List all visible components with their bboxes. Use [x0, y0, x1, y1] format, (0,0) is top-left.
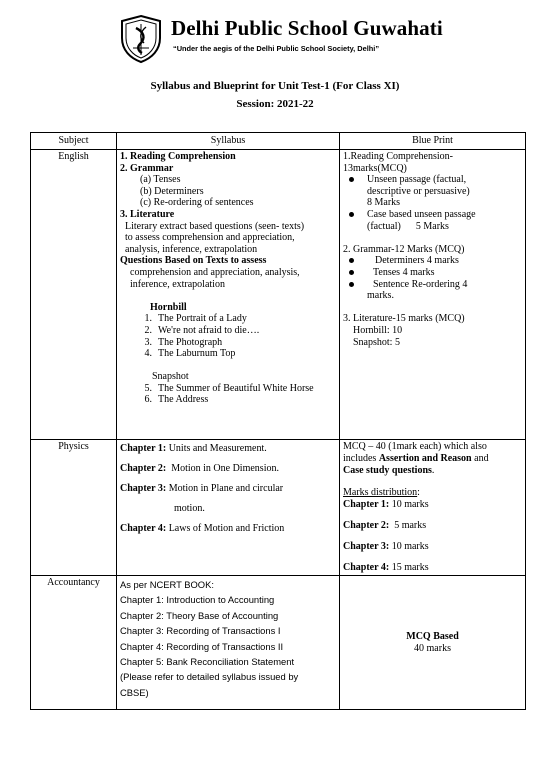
header-syllabus: Syllabus	[117, 133, 340, 150]
blueprint-line: Hornbill: 10	[353, 324, 403, 336]
document-title: Syllabus and Blueprint for Unit Test-1 (For Class XI)	[150, 80, 400, 92]
english-syllabus	[117, 150, 340, 440]
accountancy-blueprint	[340, 576, 526, 710]
subject-accountancy: Accountancy	[31, 576, 117, 710]
letterhead	[118, 14, 443, 66]
blueprint-line: 40 marks	[414, 642, 451, 654]
school-motto: “Under the aegis of the Delhi Public School Society, Delhi”	[173, 44, 380, 53]
physics-syllabus	[117, 440, 340, 576]
blueprint-line: includes Assertion and Reason and	[343, 453, 489, 464]
bullet-icon	[349, 258, 354, 263]
table-row-physics	[31, 440, 526, 576]
syllabus-line: Chapter 4: Laws of Motion and Friction	[120, 523, 285, 534]
syllabus-line: motion.	[174, 503, 205, 514]
header-subject: Subject	[31, 133, 117, 150]
table-row-accountancy	[31, 576, 526, 710]
bullet-icon	[349, 270, 354, 275]
bullet-item: Sentence Re-ordering 4 marks.	[343, 279, 522, 302]
header-blueprint: Blue Print	[340, 133, 526, 150]
school-logo-emblem-icon	[118, 14, 164, 64]
bullet-icon	[349, 282, 354, 287]
bullet-icon	[349, 177, 354, 182]
blueprint-line: 3. Literature-15 marks (MCQ)	[343, 313, 465, 325]
session-label: Session: 2021-22	[236, 98, 314, 110]
syllabus-line: Chapter 3: Motion in Plane and circular	[120, 483, 284, 494]
blueprint-line: 2. Grammar-12 Marks (MCQ)	[343, 243, 465, 255]
list-item: 1. The Portrait of a Lady	[144, 313, 247, 325]
list-item: 6. The Address	[144, 394, 209, 406]
syllabus-line: inference, extrapolation	[130, 278, 225, 290]
accountancy-syllabus	[117, 576, 340, 710]
snapshot-heading: Snapshot	[152, 371, 189, 383]
bullet-item: Determiners 4 marks	[343, 255, 522, 267]
bullet-item: Case based unseen passage (factual) 5 Marks	[343, 209, 522, 232]
syllabus-line: As per NCERT BOOK:	[120, 579, 214, 590]
bullet-item: Tenses 4 marks	[343, 267, 522, 279]
physics-blueprint	[340, 440, 526, 576]
table-row-english	[31, 150, 526, 440]
syllabus-line: Chapter 2: Theory Base of Accounting	[120, 609, 279, 621]
syllabus-line: (b) Determiners	[140, 185, 204, 197]
syllabus-heading: 3. Literature	[120, 208, 175, 220]
blueprint-line: Chapter 3: 10 marks	[343, 541, 429, 552]
blueprint-line: Chapter 4: 15 marks	[343, 562, 429, 573]
syllabus-heading: Questions Based on Texts to assess	[120, 255, 267, 267]
syllabus-blueprint-table	[30, 132, 526, 710]
blueprint-line: 13marks(MCQ)	[343, 162, 407, 174]
blueprint-line: Chapter 1: 10 marks	[343, 499, 429, 510]
subject-physics: Physics	[31, 440, 117, 576]
blueprint-line: Case study questions.	[343, 465, 435, 476]
syllabus-heading: 2. Grammar	[120, 162, 174, 174]
snapshot-list	[120, 383, 336, 406]
syllabus-line: Chapter 3: Recording of Transactions I	[120, 625, 281, 637]
blueprint-line: MCQ Based	[406, 630, 459, 642]
list-item: 3. The Photograph	[144, 336, 223, 348]
syllabus-line: Chapter 4: Recording of Transactions II	[120, 640, 284, 652]
syllabus-line: (a) Tenses	[140, 174, 181, 186]
blueprint-line: 1.Reading Comprehension-	[343, 151, 453, 162]
list-item: 4. The Laburnum Top	[144, 348, 236, 360]
blueprint-line: Marks distribution:	[343, 487, 420, 498]
hornbill-heading: Hornbill	[150, 301, 187, 313]
blueprint-line: Snapshot: 5	[353, 336, 400, 348]
syllabus-line: Chapter 2: Motion in One Dimension.	[120, 463, 279, 474]
blueprint-line: Chapter 2: 5 marks	[343, 520, 427, 531]
list-item: 2. We're not afraid to die….	[144, 324, 260, 336]
syllabus-line: comprehension and appreciation, analysis,	[130, 266, 300, 278]
bullet-icon	[349, 212, 354, 217]
english-blueprint	[340, 150, 526, 440]
list-item: 5. The Summer of Beautiful White Horse	[144, 382, 314, 394]
syllabus-line: Chapter 5: Bank Reconciliation Statement	[120, 656, 295, 668]
school-name: Delhi Public School Guwahati	[171, 16, 443, 40]
syllabus-line: analysis, inference, extrapolation	[125, 243, 258, 255]
syllabus-line: Literary extract based questions (seen- texts)	[125, 220, 305, 232]
syllabus-line: Chapter 1: Units and Measurement.	[120, 443, 267, 454]
syllabus-heading: 1. Reading Comprehension	[120, 151, 236, 162]
syllabus-line: Chapter 1: Introduction to Accounting	[120, 594, 275, 606]
bullet-item: Unseen passage (factual, descriptive or persuasive) 8 Marks	[343, 174, 522, 209]
syllabus-line: to assess comprehension and appreciation,	[125, 232, 295, 244]
syllabus-line: CBSE)	[120, 686, 149, 698]
hornbill-list	[120, 313, 336, 359]
subject-english: English	[31, 150, 117, 440]
syllabus-line: (c) Re-ordering of sentences	[140, 197, 254, 209]
blueprint-line: MCQ – 40 (1mark each) which also	[343, 441, 487, 452]
table-header-row	[31, 133, 526, 150]
syllabus-line: (Please refer to detailed syllabus issued by	[120, 671, 299, 683]
